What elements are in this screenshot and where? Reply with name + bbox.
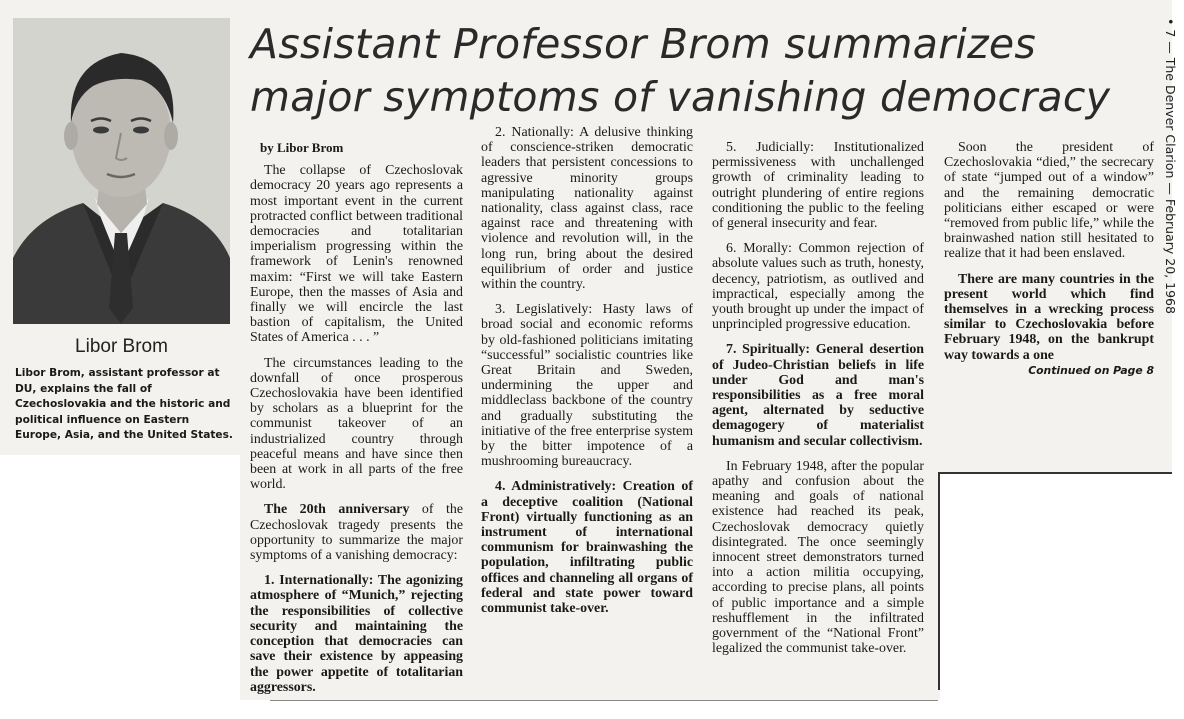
article-paragraph: Soon the president of Czechoslovakia “died,” the secrecary of state “jumped out of a window” and the remaining democratic politicians either escaped or were “removed from public life,” while the brainwashed nation still hesitated to realize that it had been enslaved. bbox=[944, 140, 1154, 262]
article-paragraph: The collapse of Czechoslovak democracy 20 years ago represents a most important event in the current protracted conflict between traditional democracies and totalitarian imperialism progressing within the framework of Lenin's renowned maxim: “First we will take Eastern Europe, then the masses of Asia and finally we will encircle the last bastion of capitalism, the United States of America . . . ” bbox=[250, 163, 463, 346]
article-paragraph: 2. Nationally: A delusive thinking of conscience-striken democratic leaders that persistent concessions to agressive minority groups manipulating nationality against nationality, class against class, race against race and threatening with violence and revolution will, in the long run, bring about the desired equilibrium of order and justice within the country. bbox=[481, 125, 693, 293]
article-paragraph: There are many countries in the present world which find themselves in a wrecking process similar to Czechoslovakia before February 1948, on the bankrupt way towards a one bbox=[944, 271, 1154, 363]
white-area bbox=[0, 455, 240, 719]
article-paragraph: The circumstances leading to the downfall of once prosperous Czechoslovakia have been identified by scholars as a blueprint for the communist takeover of an industrialized country through peaceful means and have since then been at work in all parts of the free world. bbox=[250, 355, 463, 493]
article-paragraph: 5. Judicially: Institutionalized permissiveness with unchallenged growth of criminality leading to outright plundering of entire regions conditioning the public to the feeling of general insecurity and fear. bbox=[712, 140, 924, 232]
article-paragraph bbox=[250, 502, 463, 563]
clip-edge-right bbox=[938, 472, 940, 690]
article-paragraph: 1. Internationally: The agonizing atmosphere of “Munich,” rejecting the responsibilities of collective security and maintaining the conception that democracies can save their existence by appeasing the power appetite of totalitarian aggressors. bbox=[250, 573, 463, 695]
headline-line-1: Assistant Professor Brom summarizes bbox=[250, 20, 1037, 68]
byline: by Libor Brom bbox=[260, 140, 344, 155]
article-paragraph: 4. Administratively: Creation of a deceptive coalition (National Front) virtually functioning as an instrument of international communism for brainwashing the population, infiltrating public offices and channeling all organs of federal and state power toward communist take-over. bbox=[481, 479, 693, 617]
article-paragraph: 3. Legislatively: Hasty laws of broad social and economic reforms by old-fashioned politicians imitating “successful” socialistic countries like Great Britain and Sweden, undermining the upper and middleclass backbone of the country and gradually substituting the initiative of the free enterprise system by the bitter impotence of a mushrooming bureaucracy. bbox=[481, 302, 693, 470]
article-paragraph: 6. Morally: Common rejection of absolute values such as truth, honesty, decency, patriotism, as outlived and impractical, especially among the youth brought up under the impact of unprincipled progressive education. bbox=[712, 241, 924, 333]
article-column-1 bbox=[250, 140, 463, 695]
continued-note: Continued on Page 8 bbox=[1028, 363, 1154, 377]
article-paragraph: 7. Spiritually: General desertion of Judeo-Christian beliefs in life under God and man's responsibilities as a free moral agent, alternated by seductive demagogery of materialist humanism and secular collectivism. bbox=[712, 342, 924, 449]
article-column-3 bbox=[712, 140, 924, 657]
clip-edge-right-top bbox=[938, 472, 1172, 474]
article-column-4 bbox=[944, 140, 1154, 378]
white-area-bottom bbox=[240, 700, 940, 719]
page-folio bbox=[1160, 18, 1180, 328]
folio-text: • 7 — The Denver Clarion — February 20, 1968 bbox=[1163, 18, 1178, 314]
article-paragraph: In February 1948, after the popular apathy and confusion about the meaning and goals of national existence had reached its peak, Czechoslovak democracy quietly disintegrated. The once seemingly innocent street demonstrators turned into a action militia occupying, according to precise plans, all points of public importance and a simple reshufflement in the infiltrated government of the “National Front” legalized the communist take-over. bbox=[712, 458, 924, 657]
portrait-illustration bbox=[13, 18, 230, 324]
photo-name-label: Libor Brom bbox=[75, 336, 168, 357]
article-column-2 bbox=[481, 125, 693, 617]
photo-caption: Libor Brom, assistant professor at DU, explains the fall of Czechoslovakia and the historic and political influence on Eastern Europe, Asia, and the United States. bbox=[15, 367, 233, 441]
clip-edge-bottom bbox=[270, 700, 938, 701]
author-photo bbox=[13, 18, 230, 324]
paragraph-text: of the Czechoslovak tragedy presents the opportunity to summarize the major symptoms of a vanishing democracy: bbox=[250, 502, 463, 564]
headline bbox=[250, 18, 1150, 124]
paragraph-lead: The 20th anniversary bbox=[264, 502, 410, 518]
headline-line-2: major symptoms of vanishing democracy bbox=[250, 73, 1111, 121]
